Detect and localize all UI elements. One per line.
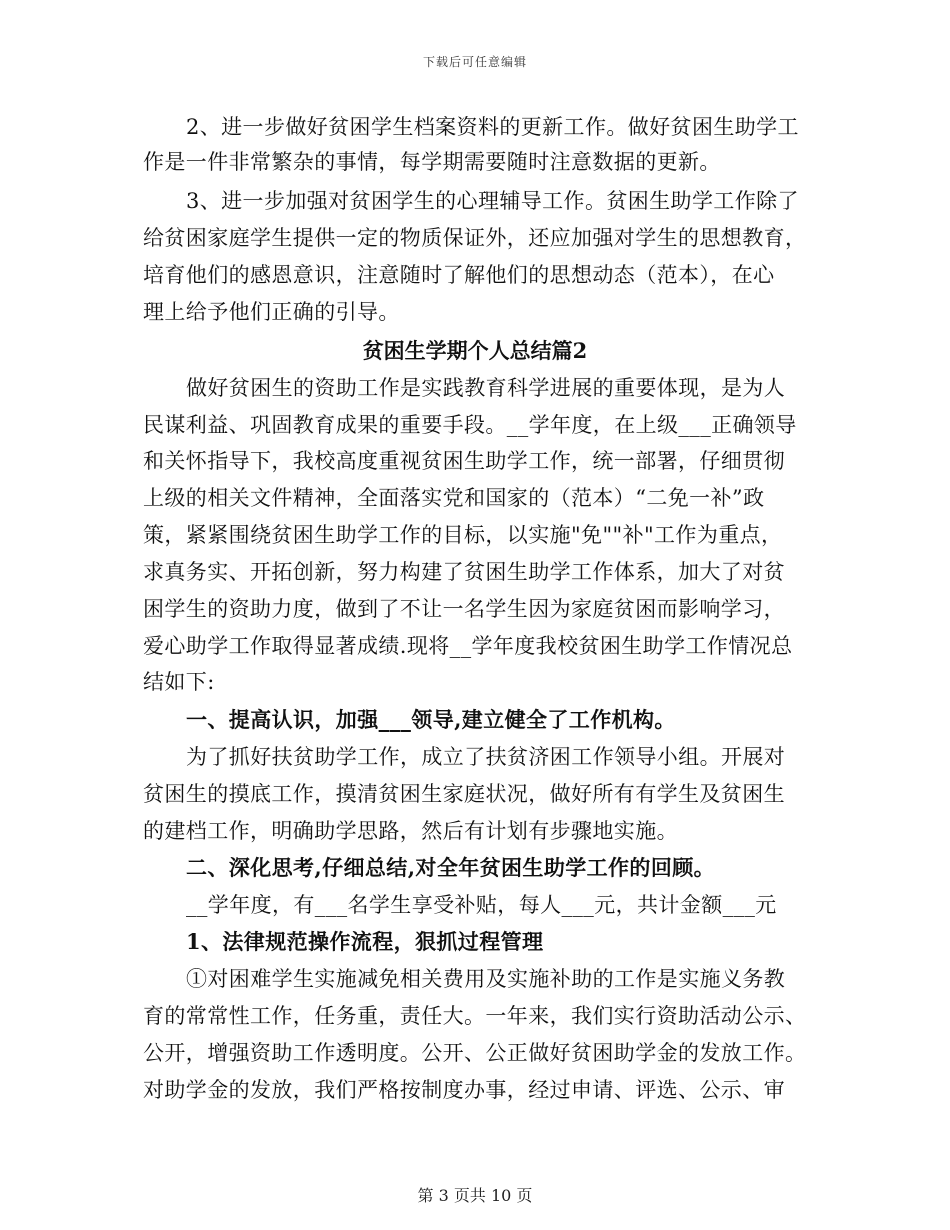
text-line: 策，紧紧围绕贫困生助学工作的目标，以实施"免""补"工作为重点， [143, 523, 783, 547]
text-line: __学年度，有___名学生享受补贴，每人___元，共计金额___元 [186, 893, 777, 917]
text-line: ①对困难学生实施减免相关费用及实施补助的工作是实施义务教 [186, 967, 786, 991]
text-line: 理上给予他们正确的引导。 [143, 300, 400, 324]
text-line: 作是一件非常繁杂的事情，每学期需要随时注意数据的更新。 [143, 150, 721, 174]
text-line: 育的常常性工作，任务重，责任大。一年来，我们实行资助活动公示、 [143, 1004, 807, 1028]
text-line: 和关怀指导下，我校高度重视贫困生助学工作，统一部署，仔细贯彻 [143, 449, 785, 473]
text-line: 民谋利益、巩固教育成果的重要手段。__学年度，在上级___正确领导 [143, 413, 797, 437]
text-line: 贫困生的摸底工作，摸清贫困生家庭状况，做好所有有学生及贫困生 [143, 782, 785, 806]
text-line: 公开，增强资助工作透明度。公开、公正做好贫困助学金的发放工作。 [143, 1041, 807, 1065]
text-line: 困学生的资助力度，做到了不让一名学生因为家庭贫困而影响学习， [143, 597, 785, 621]
text-line: 2、进一步做好贫困学生档案资料的更新工作。做好贫困生助学工 [186, 115, 799, 139]
section-title: 贫困生学期个人总结篇2 [362, 338, 588, 363]
subheading: 1、法律规范操作流程，狠抓过程管理 [186, 929, 544, 954]
page-footer: 第 3 页共 10 页 [417, 1186, 533, 1205]
text-line: 培育他们的感恩意识，注意随时了解他们的思想动态（范本），在心 [143, 263, 775, 287]
text-line: 为了抓好扶贫助学工作，成立了扶贫济困工作领导小组。开展对 [186, 745, 786, 769]
text-line: 爱心助学工作取得显著成绩.现将__学年度我校贫困生助学工作情况总 [143, 634, 793, 658]
text-line: 上级的相关文件精神，全面落实党和国家的（范本）“二免一补”政 [143, 486, 765, 510]
text-line: 求真务实、开拓创新，努力构建了贫困生助学工作体系，加大了对贫 [143, 560, 785, 584]
text-line: 做好贫困生的资助工作是实践教育科学进展的重要体现，是为人 [186, 376, 786, 400]
text-line: 结如下: [143, 670, 215, 694]
text-line: 对助学金的发放，我们严格按制度办事，经过申请、评选、公示、审 [143, 1078, 785, 1102]
subheading: 一、提高认识，加强___领导,建立健全了工作机构。 [186, 707, 676, 732]
text-line: 给贫困家庭学生提供一定的物质保证外，还应加强对学生的思想教育， [143, 226, 807, 250]
page-header: 下载后可任意编辑 [422, 55, 527, 69]
text-line: 3、进一步加强对贫困学生的心理辅导工作。贫困生助学工作除了 [186, 189, 799, 213]
text-line: 的建档工作，明确助学思路，然后有计划有步骤地实施。 [143, 819, 678, 843]
subheading: 二、深化思考,仔细总结,对全年贫困生助学工作的回顾。 [186, 855, 716, 880]
